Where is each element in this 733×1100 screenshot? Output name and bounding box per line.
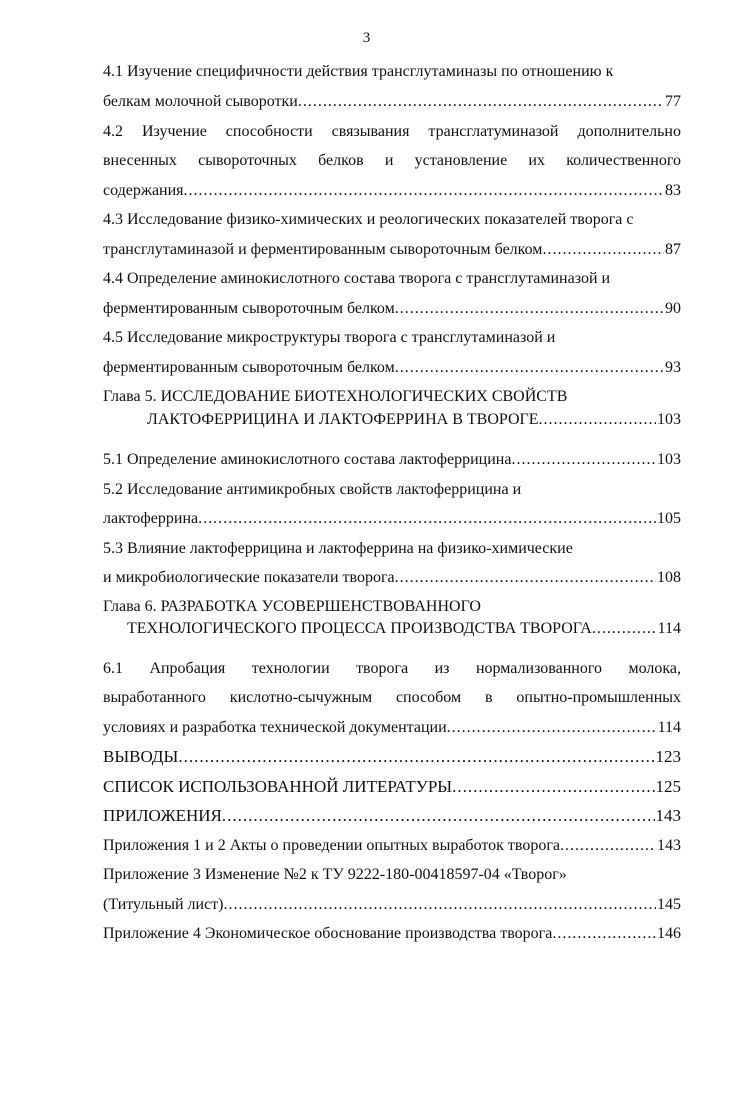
toc-5-2-page: 105 bbox=[657, 510, 681, 527]
toc-5-2-title-end: лактоферрина bbox=[103, 510, 199, 527]
toc-4-4-page: 90 bbox=[665, 300, 681, 317]
toc-6-1-line2 bbox=[103, 688, 681, 708]
word: внесенных bbox=[103, 152, 177, 169]
word: связывания bbox=[331, 123, 410, 140]
page-number: 3 bbox=[362, 30, 371, 46]
leader-dots bbox=[178, 747, 654, 767]
leader-dots bbox=[542, 240, 664, 260]
toc-5-3-page: 108 bbox=[657, 569, 681, 586]
leader-dots bbox=[452, 777, 654, 797]
leader-dots bbox=[447, 718, 657, 738]
toc-4-2-title-end: содержания bbox=[103, 182, 184, 199]
word: Изучение bbox=[141, 123, 207, 140]
toc-4-5-title-end: ферментированным сывороточным белком bbox=[103, 359, 395, 376]
toc-6-1-page: 114 bbox=[657, 719, 681, 736]
toc-appendix-4-page: 146 bbox=[657, 925, 681, 942]
toc-conclusions-page: 123 bbox=[655, 747, 681, 766]
leader-dots bbox=[298, 92, 664, 112]
leader-dots bbox=[395, 358, 664, 378]
toc-5-3-line2 bbox=[103, 568, 681, 588]
toc-4-2-page: 83 bbox=[665, 182, 681, 199]
word: из bbox=[434, 660, 450, 677]
leader-dots bbox=[552, 924, 656, 944]
toc-6-1-title-end: условиях и разработка технической документации bbox=[103, 719, 447, 736]
toc-references bbox=[103, 777, 681, 797]
word: творога bbox=[356, 660, 409, 677]
toc-appendices bbox=[103, 806, 681, 826]
word: установление bbox=[414, 152, 508, 169]
leader-dots bbox=[184, 181, 664, 201]
toc-4-3-title-end: трансглутаминазой и ферментированным сывороточным белком bbox=[103, 241, 543, 258]
toc-4-4-line1: 4.4 Определение аминокислотного состава творога с трансглутаминазой и bbox=[103, 270, 611, 287]
toc-conclusions-title: ВЫВОДЫ bbox=[103, 747, 179, 766]
toc-4-1-line1: 4.1 Изучение специфичности действия трансглутаминазы по отношению к bbox=[103, 63, 614, 80]
toc-5-3-line1: 5.3 Влияние лактоферрицина и лактоферрина на физико-химические bbox=[103, 540, 573, 557]
word: способности bbox=[225, 123, 313, 140]
toc-chapter-6-line1: Глава 6. РАЗРАБОТКА УСОВЕРШЕНСТВОВАННОГО bbox=[103, 598, 481, 615]
word: кислотно-сычужным bbox=[229, 689, 373, 706]
toc-5-2-line2 bbox=[103, 509, 681, 529]
toc-appendix-3-page: 145 bbox=[657, 896, 681, 913]
toc-4-2-line3 bbox=[103, 181, 681, 201]
word: трансглатуминазой bbox=[428, 123, 559, 140]
toc-chapter-6-title-end: ТЕХНОЛОГИЧЕСКОГО ПРОЦЕССА ПРОИЗВОДСТВА ТВОРОГА bbox=[127, 620, 592, 637]
word: их bbox=[528, 152, 545, 169]
word: технологии bbox=[251, 660, 330, 677]
toc-chapter-6-line2 bbox=[127, 619, 681, 639]
toc-references-page: 125 bbox=[655, 777, 681, 796]
toc-4-3-page: 87 bbox=[665, 241, 681, 258]
leader-dots bbox=[223, 895, 656, 915]
toc-5-1 bbox=[103, 450, 681, 470]
word: молока, bbox=[628, 660, 681, 677]
toc-5-1-page: 103 bbox=[657, 451, 681, 468]
leader-dots bbox=[511, 450, 656, 470]
word: 6.1 bbox=[103, 660, 123, 677]
toc-4-2-line2 bbox=[103, 151, 681, 171]
toc-appendix-3-title-end: (Титульный лист) bbox=[103, 896, 224, 913]
toc-appendix-1-2-page: 143 bbox=[657, 837, 681, 854]
leader-dots bbox=[539, 410, 656, 430]
toc-5-3-title-end: и микробиологические показатели творога bbox=[103, 569, 395, 586]
leader-dots bbox=[395, 299, 664, 319]
toc-appendix-4 bbox=[103, 924, 681, 944]
leader-dots bbox=[592, 619, 657, 639]
toc-chapter-5-page: 103 bbox=[657, 411, 681, 428]
word: 4.2 bbox=[103, 123, 123, 140]
word: сывороточных bbox=[198, 152, 297, 169]
word: дополнительно bbox=[577, 123, 681, 140]
toc-4-1-line2 bbox=[103, 92, 681, 112]
toc-chapter-5-line1: Глава 5. ИССЛЕДОВАНИЕ БИОТЕХНОЛОГИЧЕСКИХ СВОЙСТВ bbox=[103, 388, 568, 405]
word: способом bbox=[395, 689, 462, 706]
leader-dots bbox=[198, 509, 656, 529]
toc-4-5-line2 bbox=[103, 358, 681, 378]
toc-5-2-line1: 5.2 Исследование антимикробных свойств лактоферрицина и bbox=[103, 481, 522, 498]
toc-4-3-line2 bbox=[103, 240, 681, 260]
toc-chapter-5-title-end: ЛАКТОФЕРРИЦИНА И ЛАКТОФЕРРИНА В ТВОРОГЕ bbox=[147, 411, 539, 428]
word: опытно-промышленных bbox=[516, 689, 681, 706]
toc-chapter-5-line2 bbox=[147, 410, 681, 430]
toc-4-4-title-end: ферментированным сывороточным белком bbox=[103, 300, 395, 317]
toc-4-4-line2 bbox=[103, 299, 681, 319]
toc-6-1-line3 bbox=[103, 718, 681, 738]
toc-4-5-line1: 4.5 Исследование микроструктуры творога с трансглутаминазой и bbox=[103, 329, 556, 346]
word: Апробация bbox=[149, 660, 226, 677]
word: в bbox=[484, 689, 493, 706]
toc-appendix-1-2 bbox=[103, 836, 681, 856]
toc-appendix-3-line2 bbox=[103, 895, 681, 915]
toc-4-5-page: 93 bbox=[665, 359, 681, 376]
toc-4-2-line1 bbox=[103, 122, 681, 142]
toc-chapter-6-page: 114 bbox=[657, 620, 681, 637]
toc-appendix-3-line1: Приложение 3 Изменение №2 к ТУ 9222-180-00418597-04 «Творог» bbox=[103, 866, 567, 883]
word: количественного bbox=[566, 152, 681, 169]
toc-4-1-title-end: белкам молочной сыворотки bbox=[103, 93, 298, 110]
word: выработанного bbox=[103, 689, 206, 706]
toc-appendix-1-2-title: Приложения 1 и 2 Акты о проведении опытных выработок творога bbox=[103, 837, 561, 854]
leader-dots bbox=[560, 836, 656, 856]
leader-dots bbox=[395, 568, 656, 588]
word: белков bbox=[318, 152, 364, 169]
toc-4-1-page: 77 bbox=[665, 93, 681, 110]
toc-conclusions bbox=[103, 747, 681, 767]
toc-6-1-line1 bbox=[103, 659, 681, 679]
word: нормализованного bbox=[475, 660, 603, 677]
leader-dots bbox=[222, 806, 655, 826]
toc-4-3-line1: 4.3 Исследование физико-химических и реологических показателей творога с bbox=[103, 211, 634, 228]
toc-appendix-4-title: Приложение 4 Экономическое обоснование производства творога bbox=[103, 925, 553, 942]
toc-appendices-page: 143 bbox=[655, 806, 681, 825]
toc-5-1-title: 5.1 Определение аминокислотного состава лактоферрицина bbox=[103, 451, 512, 468]
word: и bbox=[384, 152, 394, 169]
toc-appendices-title: ПРИЛОЖЕНИЯ bbox=[103, 806, 222, 825]
toc-references-title: СПИСОК ИСПОЛЬЗОВАННОЙ ЛИТЕРАТУРЫ bbox=[103, 777, 453, 796]
